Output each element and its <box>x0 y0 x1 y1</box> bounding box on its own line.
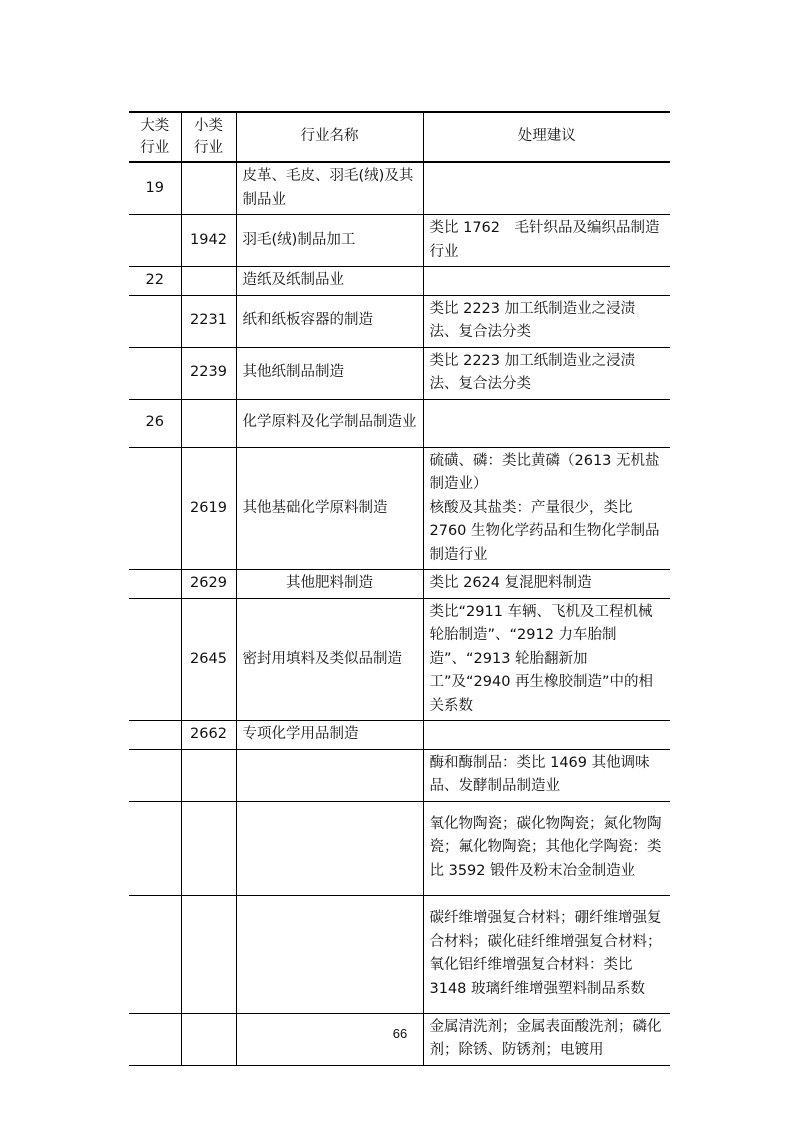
cell-minor-code: 2645 <box>181 598 236 721</box>
cell-industry-name <box>236 801 423 895</box>
cell-industry-name: 专项化学用品制造 <box>236 721 423 750</box>
advice-text: 类比 2223 加工纸制造业之浸渍法、复合法分类 <box>429 300 636 340</box>
table-row <box>129 295 670 347</box>
table-row-major <box>129 162 670 215</box>
header-minor: 小类行业 <box>181 112 236 162</box>
table-row <box>129 895 670 1013</box>
cell-minor-code <box>181 895 236 1013</box>
cell-minor-code <box>181 399 236 447</box>
advice-text: 类比 2223 加工纸制造业之浸渍法、复合法分类 <box>429 352 636 392</box>
cell-advice <box>423 399 670 447</box>
cell-major-code <box>129 447 181 570</box>
cell-minor-code: 1942 <box>181 215 236 267</box>
cell-minor-code: 2629 <box>181 570 236 599</box>
advice-text: 酶和酶制品：类比 1469 其他调味品、发酵制品制造业 <box>429 754 650 794</box>
cell-advice <box>423 215 670 267</box>
advice-text: 类比“2911 车辆、飞机及工程机械轮胎制造”、“2912 力车胎制造”、“2913 轮胎翻新加工”及“2940 再生橡胶制造”中的相关系数 <box>429 603 654 714</box>
cell-major-code: 22 <box>129 267 181 296</box>
cell-minor-code: 2619 <box>181 447 236 570</box>
cell-industry-name: 化学原料及化学制品制造业 <box>236 399 423 447</box>
advice-text: 类比 2624 复混肥料制造 <box>429 575 592 591</box>
cell-advice <box>423 895 670 1013</box>
cell-major-code <box>129 598 181 721</box>
cell-advice <box>423 570 670 599</box>
table-row <box>129 215 670 267</box>
cell-minor-code <box>181 267 236 296</box>
cell-major-code <box>129 295 181 347</box>
cell-advice <box>423 749 670 801</box>
cell-major-code <box>129 347 181 399</box>
advice-text: 氧化物陶瓷；碳化物陶瓷；氮化物陶瓷；氟化物陶瓷；其他化学陶瓷：类比 3592 锻件及粉末冶金制造业 <box>429 815 662 879</box>
advice-text: 硫磺、磷：类比黄磷（2613 无机盐制造业） <box>429 452 660 492</box>
industry-table <box>129 111 670 1066</box>
cell-industry-name: 羽毛(绒)制品加工 <box>236 215 423 267</box>
cell-industry-name: 密封用填料及类似品制造 <box>236 598 423 721</box>
cell-industry-name <box>236 749 423 801</box>
header-advice: 处理建议 <box>423 112 670 162</box>
cell-advice <box>423 347 670 399</box>
table-row <box>129 347 670 399</box>
cell-minor-code <box>181 749 236 801</box>
cell-industry-name: 纸和纸板容器的制造 <box>236 295 423 347</box>
cell-major-code <box>129 570 181 599</box>
cell-advice <box>423 801 670 895</box>
cell-major-code <box>129 721 181 750</box>
cell-major-code <box>129 801 181 895</box>
cell-industry-name: 造纸及纸制品业 <box>236 267 423 296</box>
page-number: 66 <box>392 1026 408 1041</box>
table-row <box>129 721 670 750</box>
table-body <box>129 162 670 1065</box>
cell-industry-name: 其他纸制品制造 <box>236 347 423 399</box>
cell-major-code: 26 <box>129 399 181 447</box>
cell-advice <box>423 598 670 721</box>
cell-major-code: 19 <box>129 162 181 215</box>
cell-advice <box>423 721 670 750</box>
table-row <box>129 749 670 801</box>
advice-text: 金属清洗剂；金属表面酸洗剂；磷化剂；除锈、防锈剂；电镀用 <box>429 1018 662 1058</box>
cell-advice <box>423 295 670 347</box>
table-row <box>129 801 670 895</box>
table-header-row <box>129 112 670 162</box>
cell-minor-code <box>181 162 236 215</box>
cell-minor-code: 2662 <box>181 721 236 750</box>
table-row-major <box>129 399 670 447</box>
cell-minor-code: 2239 <box>181 347 236 399</box>
table-row <box>129 598 670 721</box>
advice-text: 碳纤维增强复合材料；硼纤维增强复合材料；碳化硅纤维增强复合材料；氧化铝纤维增强复合材料：类比 3148 玻璃纤维增强塑料制品系数 <box>429 910 662 997</box>
cell-minor-code: 2231 <box>181 295 236 347</box>
table-row-major <box>129 267 670 296</box>
cell-industry-name: 其他肥料制造 <box>236 570 423 599</box>
table-row <box>129 570 670 599</box>
header-major: 大类行业 <box>129 112 181 162</box>
advice-text: 核酸及其盐类：产量很少，类比 2760 生物化学药品和生物化学制品制造行业 <box>429 499 660 563</box>
cell-industry-name: 其他基础化学原料制造 <box>236 447 423 570</box>
cell-advice <box>423 447 670 570</box>
cell-industry-name <box>236 895 423 1013</box>
cell-industry-name: 皮革、毛皮、羽毛(绒)及其制品业 <box>236 162 423 215</box>
advice-text: 类比 1762 毛针织品及编织品制造行业 <box>429 220 660 260</box>
cell-major-code <box>129 215 181 267</box>
cell-advice <box>423 267 670 296</box>
table-row <box>129 447 670 570</box>
cell-major-code <box>129 895 181 1013</box>
cell-minor-code <box>181 801 236 895</box>
cell-major-code <box>129 749 181 801</box>
cell-advice <box>423 162 670 215</box>
header-name: 行业名称 <box>236 112 423 162</box>
